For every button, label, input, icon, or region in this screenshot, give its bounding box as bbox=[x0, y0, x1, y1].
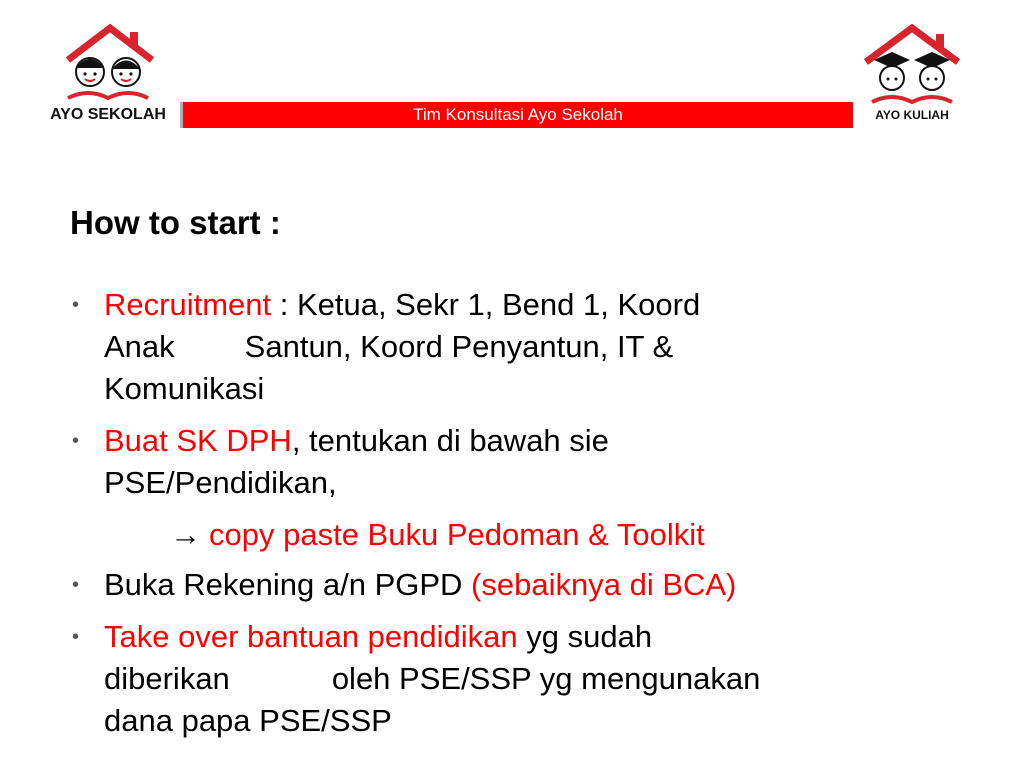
item-text: Santun, Koord Penyantun, IT & bbox=[244, 329, 674, 364]
graduates-icon bbox=[852, 22, 972, 108]
item-highlight: Take over bantuan pendidikan bbox=[104, 619, 518, 654]
item-text: yg sudah bbox=[517, 619, 653, 654]
list-item bbox=[72, 564, 972, 606]
list-item bbox=[72, 284, 972, 410]
bullet-icon: • bbox=[72, 294, 80, 316]
item-text: diberikan bbox=[104, 661, 230, 696]
item-text: , tentukan di bawah sie bbox=[291, 423, 609, 458]
item-text: oleh PSE/SSP yg mengunakan bbox=[331, 661, 761, 696]
header-banner bbox=[180, 102, 853, 128]
ayo-sekolah-label: AYO SEKOLAH bbox=[50, 106, 166, 123]
item-text: : Ketua, Sekr 1, Bend 1, Koord bbox=[271, 287, 701, 322]
arrow-right-icon: → bbox=[170, 517, 201, 552]
item-highlight: Buat SK DPH bbox=[104, 423, 292, 458]
list-item bbox=[72, 420, 972, 504]
list-item bbox=[72, 616, 972, 742]
sub-item bbox=[72, 514, 972, 556]
bullet-icon: • bbox=[72, 626, 80, 648]
ayo-kuliah-logo bbox=[852, 22, 972, 132]
item-highlight: (sebaiknya di BCA) bbox=[471, 567, 737, 602]
school-kids-icon bbox=[38, 22, 178, 106]
item-text: Anak bbox=[104, 329, 175, 364]
slide-content bbox=[72, 284, 972, 752]
item-highlight: Recruitment bbox=[104, 287, 272, 322]
bullet-icon: • bbox=[72, 430, 80, 452]
item-text: PSE/Pendidikan, bbox=[104, 465, 337, 500]
item-text: Komunikasi bbox=[104, 371, 265, 406]
banner-title: Tim Konsultasi Ayo Sekolah bbox=[413, 105, 623, 124]
item-text: dana papa PSE/SSP bbox=[104, 703, 392, 738]
ayo-sekolah-logo bbox=[38, 22, 178, 132]
item-highlight: copy paste Buku Pedoman & Toolkit bbox=[209, 517, 705, 552]
slide-title: How to start : bbox=[70, 204, 281, 241]
item-text: Buka Rekening a/n PGPD bbox=[104, 567, 472, 602]
bullet-icon: • bbox=[72, 574, 80, 596]
ayo-kuliah-label: AYO KULIAH bbox=[875, 108, 949, 122]
